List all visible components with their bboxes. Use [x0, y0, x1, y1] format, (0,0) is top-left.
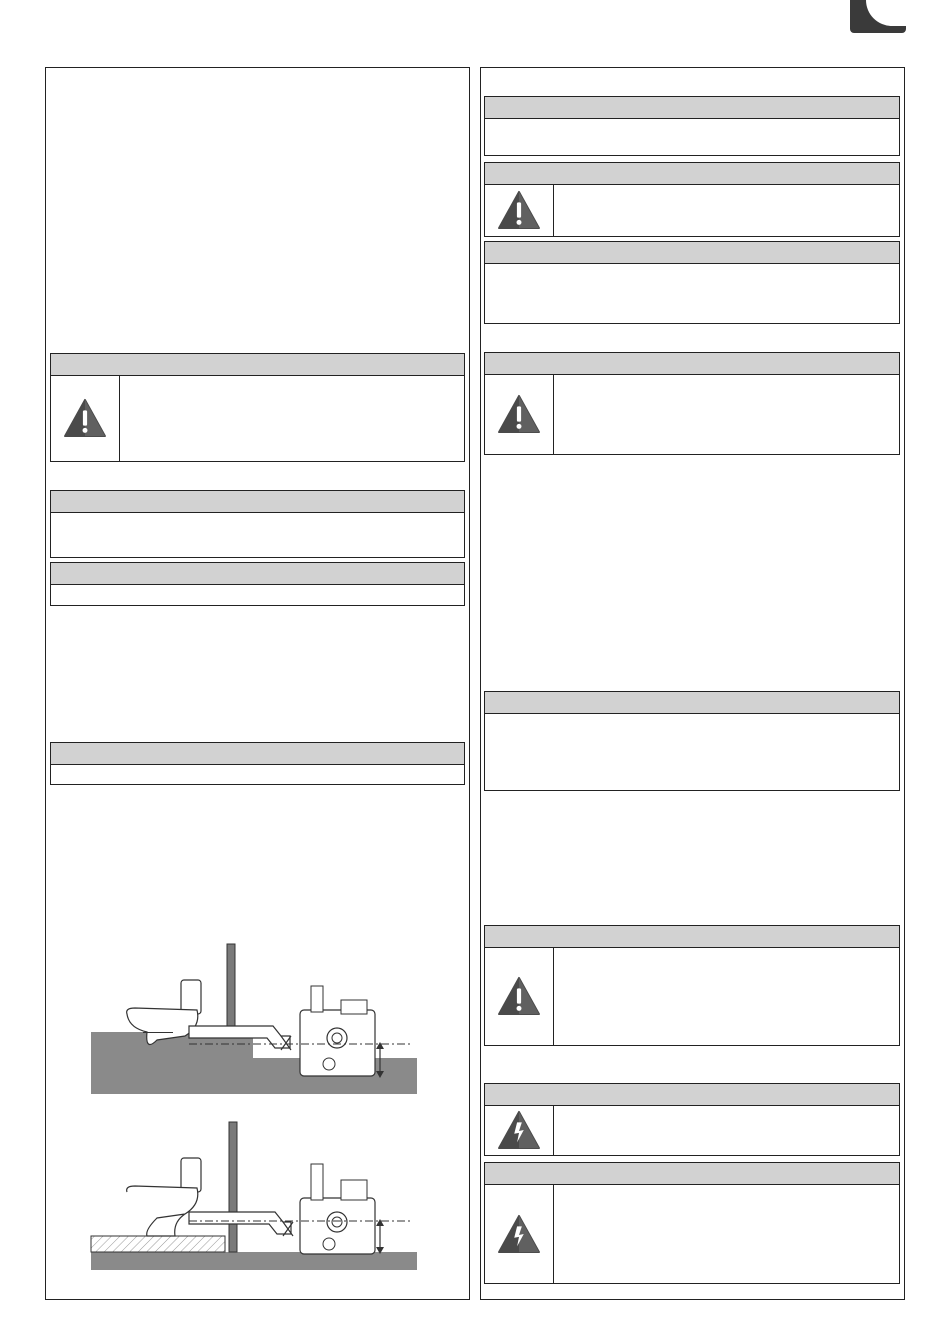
installation-diagram-raised-floor [85, 940, 425, 1100]
box-header [51, 491, 464, 513]
left-note-box-1 [50, 490, 465, 558]
box-header [51, 354, 464, 376]
box-icon-cell [485, 184, 554, 236]
box-icon-cell [51, 375, 120, 461]
box-icon-cell [485, 374, 554, 454]
right-warning-box-3 [484, 925, 900, 1046]
chapter-corner-tab [850, 0, 906, 33]
left-column [45, 67, 470, 1300]
box-header [51, 743, 464, 765]
box-header [51, 563, 464, 585]
box-header [485, 353, 899, 375]
warning-triangle-icon [497, 394, 541, 434]
electric-hazard-icon [497, 1110, 541, 1150]
box-icon-cell [485, 947, 554, 1045]
box-header [485, 97, 899, 119]
warning-triangle-icon [63, 398, 107, 438]
box-icon-cell [485, 1105, 554, 1155]
warning-triangle-icon [497, 976, 541, 1016]
box-header [485, 926, 899, 948]
left-note-box-2 [50, 562, 465, 606]
right-electric-box-1 [484, 1083, 900, 1156]
installation-diagram-platform [85, 1118, 425, 1278]
box-header [485, 242, 899, 264]
box-header [485, 163, 899, 185]
box-header [485, 1163, 899, 1185]
right-note-box-1 [484, 96, 900, 156]
electric-hazard-icon [497, 1214, 541, 1254]
right-electric-box-2 [484, 1162, 900, 1284]
left-note-box-3 [50, 742, 465, 785]
right-warning-box-2 [484, 352, 900, 455]
box-icon-cell [485, 1184, 554, 1283]
box-header [485, 692, 899, 714]
right-note-box-3 [484, 691, 900, 791]
warning-triangle-icon [497, 190, 541, 230]
left-warning-box-1 [50, 353, 465, 462]
right-warning-box-1 [484, 162, 900, 237]
right-note-box-2 [484, 241, 900, 324]
box-header [485, 1084, 899, 1106]
